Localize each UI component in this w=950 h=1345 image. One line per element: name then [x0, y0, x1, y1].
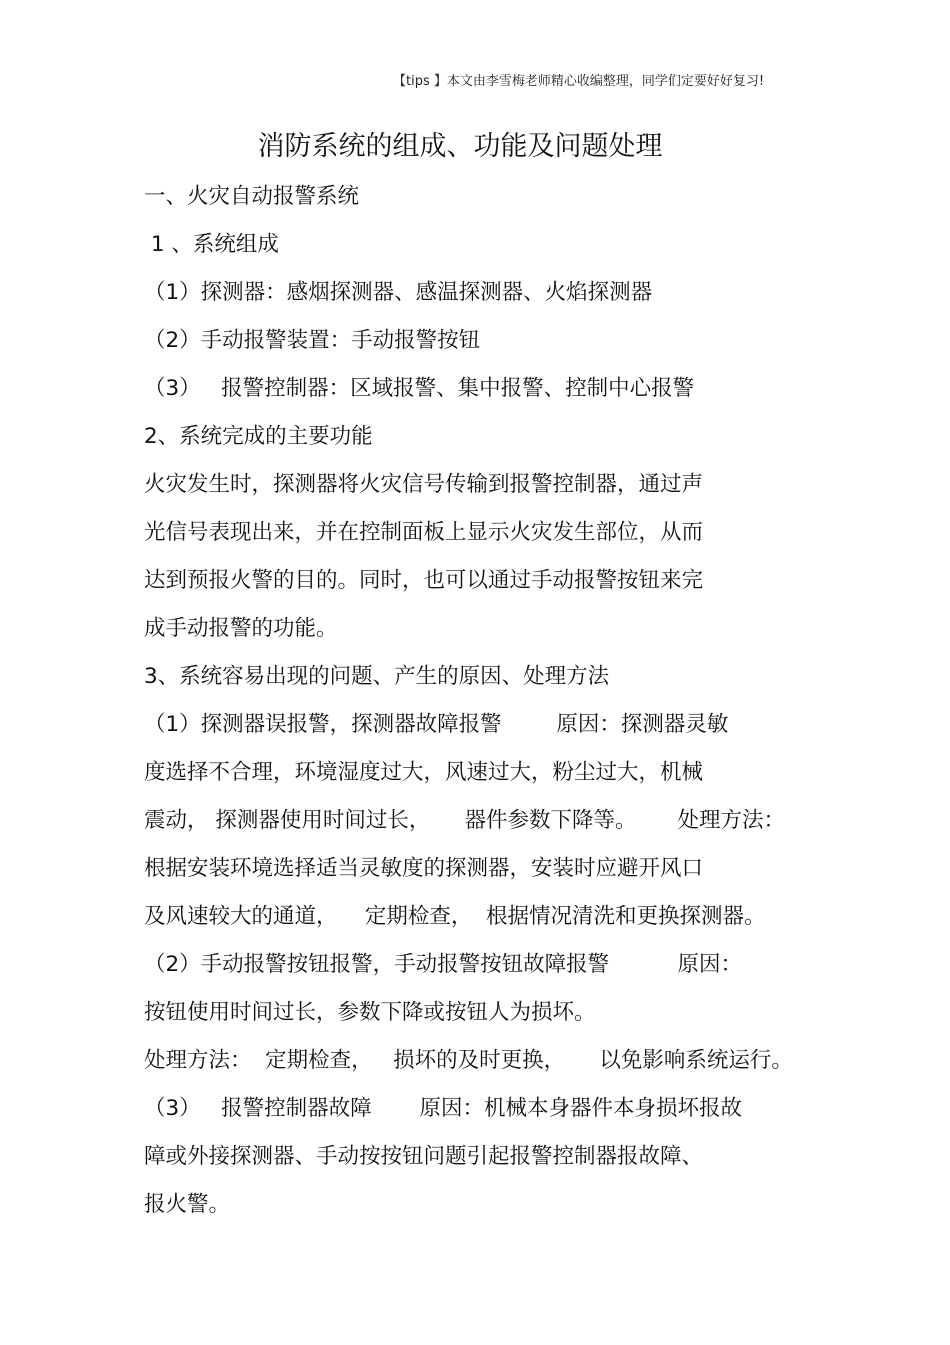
paragraph-line: （2）手动报警按钮报警，手动报警按钮故障报警 原因：	[144, 952, 743, 977]
subsection-heading: 1 、系统组成	[144, 232, 279, 257]
header-tip: 【tips 】本文由李雪梅老师精心收编整理，同学们定要好好复习!	[393, 74, 765, 89]
paragraph-line: 及风速较大的通道， 定期检查， 根据情况清洗和更换探测器。	[144, 904, 766, 929]
paragraph-line: 处理方法： 定期检查， 损坏的及时更换， 以免影响系统运行。	[144, 1048, 793, 1073]
subsection-heading: 3、系统容易出现的问题、产生的原因、处理方法	[144, 664, 610, 689]
subsection-heading: 2、系统完成的主要功能	[144, 424, 373, 449]
paragraph-line: 按钮使用时间过长，参数下降或按钮人为损坏。	[144, 1000, 596, 1025]
paragraph-line: 报火警。	[144, 1192, 231, 1217]
paragraph-line: 火灾发生时，探测器将火灾信号传输到报警控制器，通过声	[144, 472, 704, 497]
paragraph-line: 成手动报警的功能。	[144, 616, 338, 641]
list-item: （3） 报警控制器：区域报警、集中报警、控制中心报警	[144, 376, 695, 401]
document-title: 消防系统的组成、功能及问题处理	[257, 131, 663, 162]
paragraph-line: 根据安装环境选择适当灵敏度的探测器，安装时应避开风口	[144, 856, 704, 881]
paragraph-line: 度选择不合理，环境湿度过大，风速过大，粉尘过大，机械	[144, 760, 704, 785]
paragraph-line: 震动， 探测器使用时间过长， 器件参数下降等。 处理方法：	[144, 808, 786, 833]
section-heading: 一、火灾自动报警系统	[144, 184, 360, 209]
paragraph-line: （1）探测器误报警，探测器故障报警 原因：探测器灵敏	[144, 712, 729, 737]
paragraph-line: 光信号表现出来，并在控制面板上显示火灾发生部位，从而	[144, 520, 704, 545]
list-item: （2）手动报警装置：手动报警按钮	[144, 328, 481, 353]
list-item: （1）探测器：感烟探测器、感温探测器、火焰探测器	[144, 280, 653, 305]
paragraph-line: 障或外接探测器、手动按按钮问题引起报警控制器报故障、	[144, 1144, 704, 1169]
paragraph-line: 达到预报火警的目的。同时，也可以通过手动报警按钮来完	[144, 568, 704, 593]
paragraph-line: （3） 报警控制器故障 原因：机械本身器件本身损坏报故	[144, 1096, 743, 1121]
